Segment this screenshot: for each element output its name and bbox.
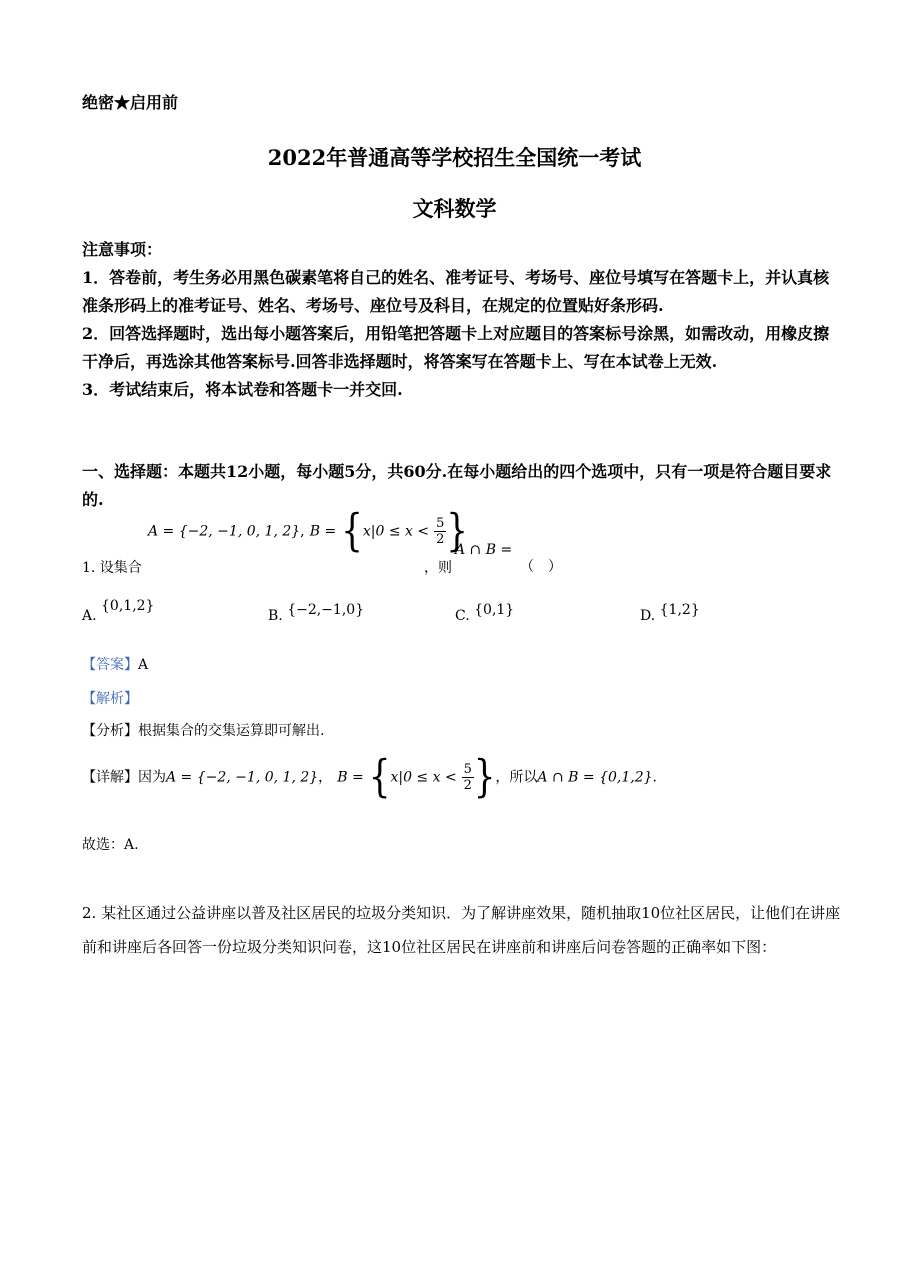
q2-block	[82, 896, 842, 964]
section-intro-text: 一、选择题：本题共12小题，每小题5分，共60分.在每小题给出的四个选项中，只有一项是符合题目要求的.	[82, 462, 832, 509]
q1-option-c-label: C.	[455, 608, 470, 624]
q1-option-a-value: {0,1,2}	[101, 598, 155, 614]
answer-tag: 【答案】	[82, 657, 138, 673]
q1-comma: ,	[300, 523, 305, 540]
exam-subject: 文科数学	[412, 196, 497, 221]
q1-option-b-value: {−2,−1,0}	[287, 602, 365, 618]
answer-value: A	[138, 657, 149, 673]
q1-option-b	[268, 602, 365, 624]
q1-option-d-value: {1,2}	[659, 602, 700, 618]
q1-expr: A ∩ B =	[455, 542, 513, 558]
q1-option-d-label: D.	[640, 608, 656, 624]
q1-option-c-value: {0,1}	[474, 602, 515, 618]
q1-set-a: A = {−2, −1, 0, 1, 2}	[148, 523, 301, 540]
analysis-fenxi: 【分析】根据集合的交集运算即可解出.	[82, 723, 325, 739]
q1-paren: （ ）	[520, 559, 562, 575]
detail-so: ，所以	[495, 769, 538, 786]
q1-option-a	[82, 598, 155, 624]
analysis-detail: 【详解】因为A = {−2, −1, 0, 1, 2}， B = {x|0 ≤ x < $\frac{5}{2}$ }，所以A ∩ B = {0,1,2}.	[82, 751, 657, 803]
confidential-label: 绝密★启用前	[82, 93, 179, 112]
detail-fraction	[462, 762, 474, 793]
detail-end: .	[652, 769, 657, 786]
notes-block	[82, 236, 832, 404]
q1-frac-num: 5	[436, 515, 445, 531]
detail-set-b-inner: x|0 ≤ x <	[390, 769, 457, 786]
q1-frac-den: 2	[436, 531, 445, 547]
notes-item-3: 3．考试结束后，将本试卷和答题卡一并交回.	[82, 380, 403, 399]
q1-fraction	[434, 516, 446, 547]
q1-then: ，则	[424, 560, 452, 576]
notes-item-1: 1．答卷前，考生务必用黑色碳素笔将自己的姓名、准考证号、考场号、座位号填写在答题卡上，并认真核准条形码上的准考证号、姓名、考场号、座位号及科目，在规定的位置贴好条形码.	[82, 268, 830, 315]
exam-title: 2022年普通高等学校招生全国统一考试	[267, 145, 642, 170]
analysis-tag: 【解析】	[82, 691, 138, 707]
q1-sets-formula: A = {−2, −1, 0, 1, 2}, B = {x|0 ≤ x < $\frac{5}{2}$ }	[148, 505, 468, 557]
q1-option-c	[455, 602, 515, 624]
q2-text: 2. 某社区通过公益讲座以普及社区居民的垃圾分类知识．为了解讲座效果，随机抽取10位社区居民，让他们在讲座前和讲座后各回答一份垃圾分类知识问卷，这10位社区居民在讲座前和讲座后问卷答题的正确率如下图：	[82, 904, 841, 956]
detail-set-a: A = {−2, −1, 0, 1, 2}	[166, 769, 319, 786]
detail-set-b-left: B =	[337, 769, 364, 786]
detail-frac-den: 2	[463, 777, 472, 793]
q1-set-b-inner: x|0 ≤ x <	[362, 523, 430, 540]
detail-result: A ∩ B = {0,1,2}	[537, 769, 653, 786]
detail-tag: 【详解】因为	[82, 769, 166, 786]
detail-comma: ，	[318, 769, 333, 786]
q1-option-b-label: B.	[268, 608, 283, 624]
q1-set-b-left: B =	[309, 523, 337, 540]
notes-item-2: 2．回答选择题时，选出每小题答案后，用铅笔把答题卡上对应题目的答案标号涂黑，如需改动，用橡皮擦干净后，再选涂其他答案标号.回答非选择题时，将答案写在答题卡上、写在本试卷上无效.	[82, 324, 830, 371]
q1-option-d	[640, 602, 700, 624]
q1-answer	[82, 654, 148, 674]
q1-prefix: 1. 设集合	[82, 560, 142, 576]
q1-option-a-label: A.	[82, 608, 97, 624]
notes-heading: 注意事项：	[82, 240, 163, 259]
q1-choose: 故选：A.	[82, 837, 139, 853]
detail-frac-num: 5	[463, 761, 472, 777]
